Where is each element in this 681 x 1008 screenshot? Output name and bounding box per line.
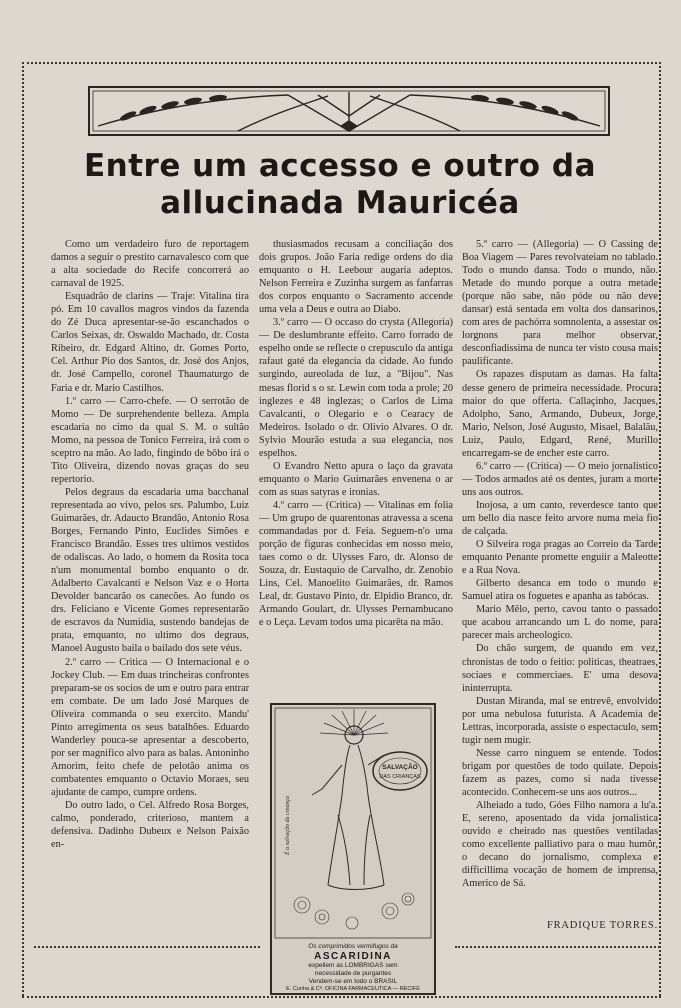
ad-line-3: necessidade de purgantes: [314, 970, 392, 977]
paragraph: Mario Mêlo, perto, cavou tanto o passado que acabou arrancando um L do nome, para parecer mais archeologico.: [462, 604, 658, 642]
seal-text-top: SALVAÇÃO: [382, 764, 418, 771]
author-signature: FRADIQUE TORRES.: [546, 920, 658, 931]
paragraph: Dustan Miranda, mal se entrevê, envolvido por uma nebulosa futurista. A Academia de Lettras, incorporada, assiste o espectaculo, sem tugir nem mugir.: [462, 695, 658, 746]
dotted-rule-right: [455, 946, 660, 948]
rose-flowers-icon: [294, 893, 414, 929]
ad-illustration: [272, 705, 434, 941]
text-column-1: [51, 238, 249, 851]
ad-line-5: E. Cunha & Cª. OFICINA FARMACEUTICA — RECIFE: [286, 986, 420, 992]
paragraph: thusiasmados recusam a conciliação dos dois grupos. João Faria redige ordens do dia emquanto o H. Leebour augaria adeptos. Nelson Ferreira e Zuzinha surgem as fanfarras dos corpos enquanto o Sacramento accende uma vela a Deus e outra ao Diabo.: [259, 239, 453, 316]
paragraph: Inojosa, a um canto, reverdesce tanto que um bello dia nasce feito arvore numa meia fio de calçada.: [462, 499, 658, 538]
paragraph: Pelos degraus da escadaria uma bacchanal representada ao vivo, pelos srs. Palumbo, Luiz Guimarães, dr. Adaucto Brandão, Antonio Rosa Borges, Fernando Pinto, Euclides Simões e Francisco Brandão. Esses tres ultimos vestidos de odaliscas. Ao lado, o homem da Rosita toca n'um monumental bombo enquanto o dr. Adalberto Cavalcanti e Nelson Vaz e o Horta Devolder bancarão os canecões. Ao fundo os drs. Feliciano e Vicente Gomes representarão de escravos da Numidia, sustendo bandejas de prata, emquanto, no ultimo dos degraus, Manoel Augusto baila o bailado dos sete véus.: [51, 486, 249, 655]
paragraph: 4.º carro — (Critica) — Vitalinas em folia — Um grupo de quarentonas atravessa a scena commandadas por d. Feia. Seguem-n'o uma porção de figuras conhecidas em nosso meio, taes como o dr. Ulysses Faro, dr. Alonso de Souza, dr. Eustaquio de Carvalho, dr. Zenobio Lins, Cel. Manoelito Guimarães, dr. Ramos Leal, dr. Gustavo Pinto, dr. Elpidio Branco, dr. Armando Goulart, dr. Ulysses Pernambucano e o Leça. Levam todos uma picarêta na mão.: [259, 499, 453, 629]
ad-line-4: Vendem-se em todo o BRASIL: [308, 978, 398, 985]
ad-side-text: É a salvação da creança: [285, 795, 291, 855]
article-headline: [40, 148, 640, 222]
paragraph: Esquadrão de clarins — Traje: Vitalina tira pó. Em 10 cavallos magros vindos da fazenda do Zé Duca apresentar-se-ão escanchados o Carlos Seixas, dr. Oswaldo Machado, dr. Costa Ribeiro, dr. Edgard Altino, dr. Gomes Porto, Cel. Arthur Pio dos Santos, dr. José dos Anjos, dr. José Campello, coronel Thaumaturgo de Faria e dr. Mario Castilhos.: [51, 291, 249, 394]
paragraph: 5.º carro — (Allegoria) — O Cassing de Boa Viagem — Pares revolvateiam no tablado. Todo o mundo dansa. Todo o mundo, não. Metade do mundo porque a outra metade (porque não sabe, não póde ou não deve dansar) está sentada em volta dos dansarinos, com ares de pachórra somnolenta, a assestar os lorgnons para melhor observar, desconfiadissima de nunca ter visto cousa mais paulificante.: [462, 239, 658, 368]
text-column-3: [462, 238, 658, 890]
dotted-border-right: [659, 62, 661, 996]
dotted-border-top: [22, 62, 661, 64]
paragraph: Os rapazes disputam as damas. Ha falta desse genero de primeira necessidade. Procura maior do que offerta. Callaçinho, Jacques, Adolpho, Sano, Armando, Dubeux, Jorge, Mario, Nelson, José Augusto, Misael, Balaläu, Luiz, Paulo, Edgard, René, Murillo encarregam-se de encher este carro.: [462, 369, 658, 459]
dotted-rule-left: [34, 946, 260, 948]
paragraph: 6.º carro — (Critica) — O meio jornalistico — Todos armados até os dentes, juram a morte uns aos outros.: [462, 460, 658, 498]
ad-line-2: expellem as LOMBRIGAS sem: [308, 962, 398, 969]
salvacao-seal: [373, 752, 427, 790]
paragraph: Nesse carro ninguem se entende. Todos brigam por questões de todo quilate. Depois fazem as pazes, como si nada tivesse acontecido. Conhecem-se uns aos outros...: [462, 747, 658, 798]
art-deco-ornament-banner: [88, 86, 610, 136]
ad-line-1: Os comprimidos vermifugos da: [308, 943, 398, 950]
paragraph: Do chão surgem, de quando em vez, chronistas de todo o feitio: politicas, theatraes, sociaes e commerciaes. E' uma desova ininterrupta.: [462, 643, 658, 694]
dotted-border-bottom: [22, 996, 661, 998]
ascaridina-advertisement: [270, 703, 436, 995]
paragraph: 3.º carro — O occaso do crysta (Allegoria) — De deslumbrante effeito. Carro forrado de espelho onde se reflecte o crepusculo da antiga rafaut gaté da elegancia da cidade. Ao fundo surgindo, aureolada de luz, a "Bijou". Nas mesas florid s o sr. Lewin com toda a prole; 20 inglezes e 48 inglezas; o Carlos de Lima Cavalcanti, o Olegario e o Cearacy de Medeiros. Isolado o dr. Olivio Alvares. O dr. Sylvio Mourão estuda a sua elegancia, nos espelhos.: [259, 317, 453, 459]
paragraph: Alheiado a tudo, Góes Filho namora a lu'a. E, sereno, aposentado da vida jornalistica ouvido e cheirado nas questões ventiladas como excellente palliativo para o mau humôr, o decano do jornalismo, complexa e difficillima vocação de homem de imprensa, Americo de Sá.: [462, 800, 658, 890]
text-column-2: [259, 238, 453, 629]
ad-text-block: [276, 943, 430, 993]
sun-rays-icon: [320, 709, 388, 735]
headline-line-1: Entre um accesso e outro da: [83, 148, 596, 184]
headline-line-2: allucinada Mauricéa: [160, 185, 520, 221]
paragraph: Como um verdadeiro furo de reportagem damos a seguir o prestito carnavalesco com que a alta sociedade do Recife concorrerá ao carnaval de 1925.: [51, 239, 249, 290]
paragraph: Do outro lado, o Cel. Alfredo Rosa Borges, calmo, ponderado, criterioso, mantem a defensiva. Dadinho Dubeux e Nelson Paixão en-: [51, 800, 249, 851]
paragraph: O Silveira roga pragas ao Correio da Tarde emquanto Penante promette enguiir a Maleotte e a Rua Nova.: [462, 539, 658, 577]
paragraph: O Evandro Netto apura o laço da gravata emquanto o Mario Guimarães envenena o ar com as suas satyras e ironias.: [259, 460, 453, 498]
paragraph: Gilberto desanca em todo o mundo e Samuel atira os foguetes e apanha as tabócas.: [462, 578, 658, 603]
paragraph: 2.º carro — Critica — O Internacional e o Jockey Club. — Em duas trincheiras confrontes preparam-se os socios de um e outro para entrar em combate. De um lado José Marques de Oliveira commanda o seu exercito. Mandu' Pinto arregimenta os seus batalhões. Eduardo Wanderley pouca-se apresentar a descoberto, por ser magnifico alvo para as balas. Antoninho Amorim, feito chefe de pelotão anima os combatentes emquanto o Octavio Moraes, seu ajudante de campo, cumpre ordens.: [51, 656, 249, 798]
seal-text-bottom: DAS CRIANÇAS: [379, 774, 421, 780]
paragraph: 1.º carro — Carro-chefe. — O serrotão de Momo — De surprehendente belleza. Ampla escadaria no cimo da qual S. M. o sultão Momo, na pessoa de Tonico Ferreira, irá com o sceptro na mão. Ao lado, fingindo de bôbo irá o Tito Oliveira, dizendo novas graças do seu repertorio.: [51, 395, 249, 485]
ad-brand: ASCARIDINA: [314, 951, 392, 962]
dotted-border-left: [22, 62, 24, 996]
